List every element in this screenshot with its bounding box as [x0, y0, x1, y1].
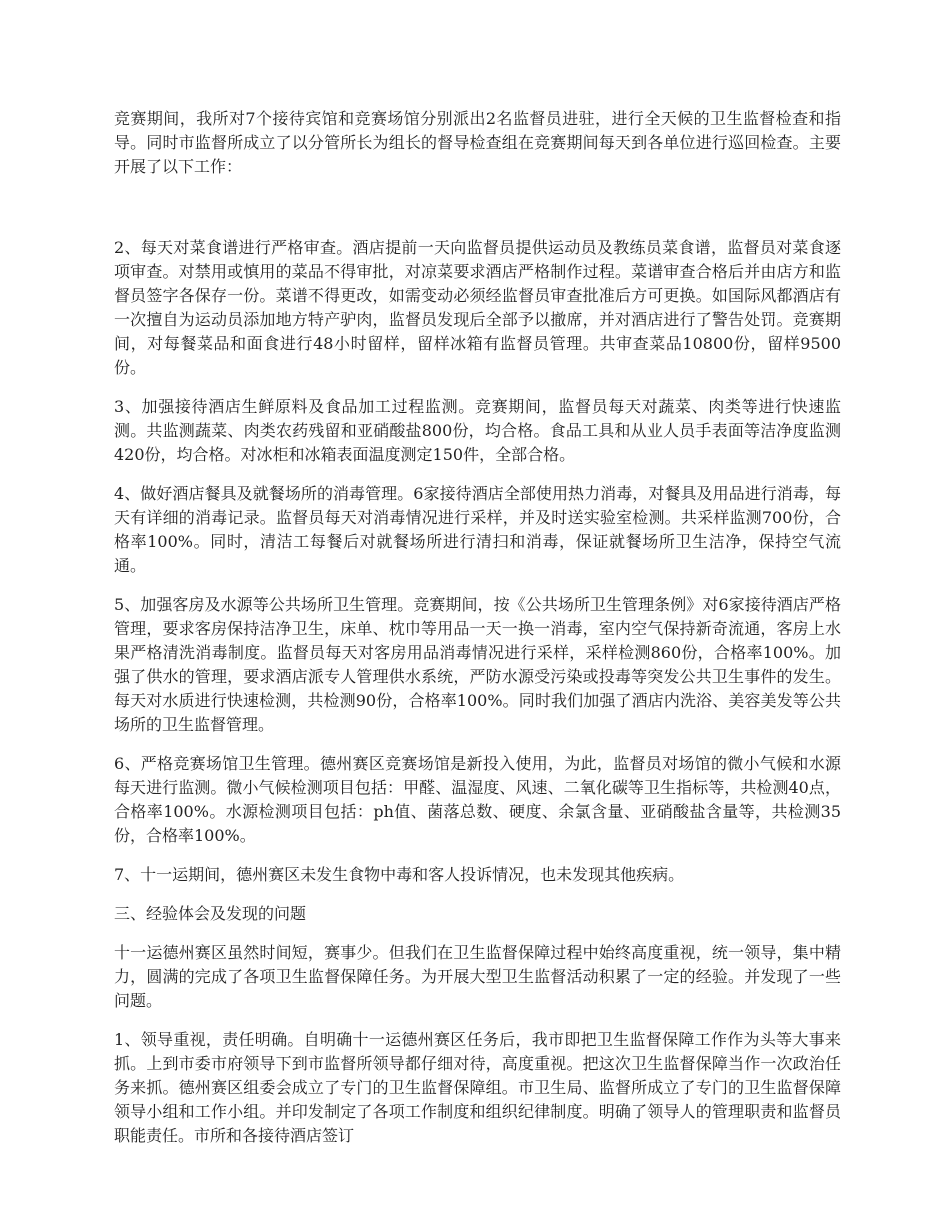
- paragraph-item-5: 5、加强客房及水源等公共场所卫生管理。竞赛期间，按《公共场所卫生管理条例》对6家接待酒店严格管理，要求客房保持洁净卫生，床单、枕巾等用品一天一换一消毒，室内空气保持新奇流通，客房上水果严格清洗消毒制度。监督员每天对客房用品消毒情况进行采样，采样检测860份，合格率100%。加强了供水的管理，要求酒店派专人管理供水系统，严防水源受污染或投毒等突发公共卫生事件的发生。每天对水质进行快速检测，共检测90份，合格率100%。同时我们加强了酒店内洗浴、美容美发等公共场所的卫生监督管理。: [114, 595, 841, 734]
- paragraph-item-7: 7、十一运期间，德州赛区未发生食物中毒和客人投诉情况，也未发现其他疾病。: [114, 865, 685, 884]
- paragraph-intro: 竞赛期间，我所对7个接待宾馆和竞赛场馆分别派出2名监督员进驻，进行全天候的卫生监督检查和指导。同时市监督所成立了以分管所长为组长的督导检查组在竞赛期间每天到各单位进行巡回检查。主要开展了以下工作：: [114, 109, 841, 176]
- section-heading-3: 三、经验体会及发现的问题: [114, 904, 307, 923]
- paragraph-summary: 十一运德州赛区虽然时间短，赛事少。但我们在卫生监督保障过程中始终高度重视，统一领导，集中精力，圆满的完成了各项卫生监督保障任务。为开展大型卫生监督活动积累了一定的经验。并发现了一些问题。: [114, 943, 841, 1010]
- paragraph-item-4: 4、做好酒店餐具及就餐场所的消毒管理。6家接待酒店全部使用热力消毒，对餐具及用品进行消毒，每天有详细的消毒记录。监督员每天对消毒情况进行采样，并及时送实验室检测。共采样监测700份，合格率100%。同时，清洁工每餐后对就餐场所进行清扫和消毒，保证就餐场所卫生洁净，保持空气流通。: [114, 484, 841, 575]
- document-body: [114, 107, 841, 1163]
- paragraph-item-3: 3、加强接待酒店生鲜原料及食品加工过程监测。竞赛期间，监督员每天对蔬菜、肉类等进行快速监测。共监测蔬菜、肉类农药残留和亚硝酸盐800份，均合格。食品工具和从业人员手表面等洁净度监测420份，均合格。对冰柜和冰箱表面温度测定150件，全部合格。: [114, 397, 841, 464]
- paragraph-experience-1: 1、领导重视，责任明确。自明确十一运德州赛区任务后，我市即把卫生监督保障工作作为头等大事来抓。上到市委市府领导下到市监督所领导都仔细对待，高度重视。把这次卫生监督保障当作一次政治任务来抓。德州赛区组委会成立了专门的卫生监督保障组。市卫生局、监督所成立了专门的卫生监督保障领导小组和工作小组。并印发制定了各项工作制度和组织纪律制度。明确了领导人的管理职责和监督员职能责任。市所和各接待酒店签订: [114, 1030, 841, 1145]
- paragraph-item-6: 6、严格竞赛场馆卫生管理。德州赛区竞赛场馆是新投入使用，为此，监督员对场馆的微小气候和水源每天进行监测。微小气候检测项目包括：甲醛、温湿度、风速、二氧化碳等卫生指标等，共检测40点，合格率100%。水源检测项目包括：ph值、菌落总数、硬度、余氯含量、亚硝酸盐含量等，共检测35份，合格率100%。: [114, 754, 841, 845]
- paragraph-item-2: 2、每天对菜食谱进行严格审查。酒店提前一天向监督员提供运动员及教练员菜食谱，监督员对菜食逐项审查。对禁用或慎用的菜品不得审批，对凉菜要求酒店严格制作过程。菜谱审查合格后并由店方和监督员签字各保存一份。菜谱不得更改，如需变动必须经监督员审查批准后方可更换。如国际风都酒店有一次擅自为运动员添加地方特产驴肉，监督员发现后全部予以撤席，并对酒店进行了警告处罚。竞赛期间，对每餐菜品和面食进行48小时留样，留样冰箱有监督员管理。共审查菜品10800份，留样9500份。: [114, 238, 841, 377]
